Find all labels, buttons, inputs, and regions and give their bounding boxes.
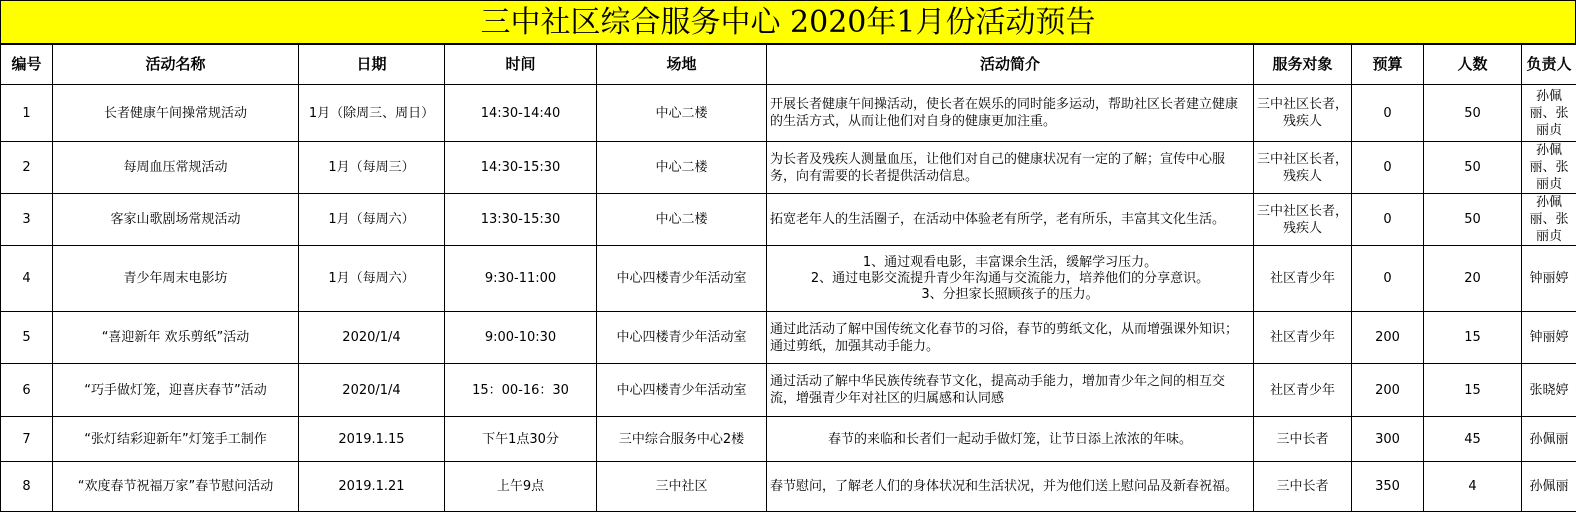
sheet-title: 三中社区综合服务中心 2020年1月份活动预告 <box>0 0 1576 44</box>
cell-target[interactable]: 三中社区长者，残疾人 <box>1254 142 1352 194</box>
header-target: 服务对象 <box>1254 45 1352 85</box>
cell-people[interactable]: 45 <box>1424 417 1522 462</box>
desc-line: 3、分担家长照顾孩子的压力。 <box>770 287 1250 303</box>
cell-people[interactable]: 20 <box>1424 246 1522 312</box>
cell-time[interactable]: 13:30-15:30 <box>445 194 597 246</box>
header-owner: 负责人 <box>1522 45 1576 85</box>
cell-people[interactable]: 50 <box>1424 142 1522 194</box>
cell-name[interactable]: 长者健康午间操常规活动 <box>53 85 299 142</box>
cell-owner[interactable]: 钟丽婷 <box>1522 312 1576 364</box>
cell-name[interactable]: “欢度春节祝福万家”春节慰问活动 <box>53 462 299 512</box>
cell-budget[interactable]: 0 <box>1352 142 1424 194</box>
cell-people[interactable]: 15 <box>1424 364 1522 417</box>
cell-venue[interactable]: 中心二楼 <box>597 142 767 194</box>
cell-desc[interactable]: 春节的来临和长者们一起动手做灯笼，让节日添上浓浓的年味。 <box>767 417 1254 462</box>
cell-budget[interactable]: 0 <box>1352 194 1424 246</box>
cell-time[interactable]: 14:30-14:40 <box>445 85 597 142</box>
table-row <box>1 194 1576 246</box>
header-desc: 活动简介 <box>767 45 1254 85</box>
cell-venue[interactable]: 三中社区 <box>597 462 767 512</box>
cell-owner[interactable]: 孙佩丽 <box>1522 462 1576 512</box>
table-row <box>1 312 1576 364</box>
table-row <box>1 462 1576 512</box>
header-name: 活动名称 <box>53 45 299 85</box>
cell-name[interactable]: “喜迎新年 欢乐剪纸”活动 <box>53 312 299 364</box>
cell-id[interactable]: 6 <box>1 364 53 417</box>
desc-line: 1、通过观看电影，丰富课余生活，缓解学习压力。 <box>770 255 1250 271</box>
header-time: 时间 <box>445 45 597 85</box>
cell-desc[interactable]: 开展长者健康午间操活动，使长者在娱乐的同时能多运动，帮助社区长者建立健康的生活方式，从而让他们对自身的健康更加注重。 <box>767 85 1254 142</box>
cell-name[interactable]: 每周血压常规活动 <box>53 142 299 194</box>
cell-owner[interactable]: 钟丽婷 <box>1522 246 1576 312</box>
cell-venue[interactable]: 中心四楼青少年活动室 <box>597 246 767 312</box>
table-row <box>1 417 1576 462</box>
cell-budget[interactable]: 350 <box>1352 462 1424 512</box>
cell-budget[interactable]: 200 <box>1352 312 1424 364</box>
cell-id[interactable]: 4 <box>1 246 53 312</box>
cell-date[interactable]: 2019.1.15 <box>299 417 445 462</box>
cell-id[interactable]: 2 <box>1 142 53 194</box>
cell-owner[interactable]: 孙佩丽、张丽贞 <box>1522 85 1576 142</box>
cell-desc[interactable]: 通过此活动了解中国传统文化春节的习俗，春节的剪纸文化，从而增强课外知识；通过剪纸，加强其动手能力。 <box>767 312 1254 364</box>
cell-date[interactable]: 1月（每周三） <box>299 142 445 194</box>
cell-id[interactable]: 3 <box>1 194 53 246</box>
cell-time[interactable]: 9:00-10:30 <box>445 312 597 364</box>
header-venue: 场地 <box>597 45 767 85</box>
cell-date[interactable]: 1月（除周三、周日） <box>299 85 445 142</box>
cell-venue[interactable]: 中心四楼青少年活动室 <box>597 312 767 364</box>
cell-id[interactable]: 1 <box>1 85 53 142</box>
cell-budget[interactable]: 200 <box>1352 364 1424 417</box>
cell-desc[interactable]: 拓宽老年人的生活圈子，在活动中体验老有所学，老有所乐，丰富其文化生活。 <box>767 194 1254 246</box>
table-row <box>1 364 1576 417</box>
cell-owner[interactable]: 孙佩丽、张丽贞 <box>1522 142 1576 194</box>
cell-target[interactable]: 社区青少年 <box>1254 246 1352 312</box>
cell-time[interactable]: 下午1点30分 <box>445 417 597 462</box>
cell-budget[interactable]: 0 <box>1352 85 1424 142</box>
cell-name[interactable]: 客家山歌剧场常规活动 <box>53 194 299 246</box>
table-row <box>1 85 1576 142</box>
cell-time[interactable]: 9:30-11:00 <box>445 246 597 312</box>
cell-venue[interactable]: 中心二楼 <box>597 194 767 246</box>
cell-id[interactable]: 8 <box>1 462 53 512</box>
cell-date[interactable]: 1月（每周六） <box>299 194 445 246</box>
cell-date[interactable]: 2019.1.21 <box>299 462 445 512</box>
cell-desc[interactable]: 为长者及残疾人测量血压，让他们对自己的健康状况有一定的了解；宣传中心服务，向有需要的长者提供活动信息。 <box>767 142 1254 194</box>
cell-time[interactable]: 15：00-16：30 <box>445 364 597 417</box>
cell-name[interactable]: “张灯结彩迎新年”灯笼手工制作 <box>53 417 299 462</box>
cell-name[interactable]: 青少年周末电影坊 <box>53 246 299 312</box>
header-id: 编号 <box>1 45 53 85</box>
header-people: 人数 <box>1424 45 1522 85</box>
cell-target[interactable]: 三中长者 <box>1254 462 1352 512</box>
cell-target[interactable]: 社区青少年 <box>1254 312 1352 364</box>
desc-line: 2、通过电影交流提升青少年沟通与交流能力，培养他们的分享意识。 <box>770 271 1250 287</box>
cell-owner[interactable]: 张晓婷 <box>1522 364 1576 417</box>
desc-lines <box>770 255 1250 303</box>
cell-date[interactable]: 2020/1/4 <box>299 312 445 364</box>
cell-target[interactable]: 社区青少年 <box>1254 364 1352 417</box>
cell-people[interactable]: 15 <box>1424 312 1522 364</box>
cell-venue[interactable]: 中心二楼 <box>597 85 767 142</box>
cell-people[interactable]: 50 <box>1424 85 1522 142</box>
cell-people[interactable]: 50 <box>1424 194 1522 246</box>
cell-desc[interactable]: 通过活动了解中华民族传统春节文化，提高动手能力，增加青少年之间的相互交流，增强青少年对社区的归属感和认同感 <box>767 364 1254 417</box>
header-date: 日期 <box>299 45 445 85</box>
cell-venue[interactable]: 三中综合服务中心2楼 <box>597 417 767 462</box>
header-row <box>1 45 1576 85</box>
cell-id[interactable]: 5 <box>1 312 53 364</box>
cell-time[interactable]: 14:30-15:30 <box>445 142 597 194</box>
cell-desc[interactable] <box>767 246 1254 312</box>
cell-target[interactable]: 三中社区长者，残疾人 <box>1254 194 1352 246</box>
cell-people[interactable]: 4 <box>1424 462 1522 512</box>
cell-budget[interactable]: 300 <box>1352 417 1424 462</box>
cell-time[interactable]: 上午9点 <box>445 462 597 512</box>
header-budget: 预算 <box>1352 45 1424 85</box>
cell-date[interactable]: 2020/1/4 <box>299 364 445 417</box>
cell-target[interactable]: 三中长者 <box>1254 417 1352 462</box>
cell-venue[interactable]: 中心四楼青少年活动室 <box>597 364 767 417</box>
cell-name[interactable]: “巧手做灯笼，迎喜庆春节”活动 <box>53 364 299 417</box>
cell-desc[interactable]: 春节慰问，了解老人们的身体状况和生活状况，并为他们送上慰问品及新春祝福。 <box>767 462 1254 512</box>
table-row <box>1 142 1576 194</box>
cell-target[interactable]: 三中社区长者，残疾人 <box>1254 85 1352 142</box>
cell-budget[interactable]: 0 <box>1352 246 1424 312</box>
cell-owner[interactable]: 孙佩丽、张丽贞 <box>1522 194 1576 246</box>
cell-id[interactable]: 7 <box>1 417 53 462</box>
cell-date[interactable]: 1月（每周六） <box>299 246 445 312</box>
table-row <box>1 246 1576 312</box>
cell-owner[interactable]: 孙佩丽 <box>1522 417 1576 462</box>
activity-table <box>0 44 1576 512</box>
